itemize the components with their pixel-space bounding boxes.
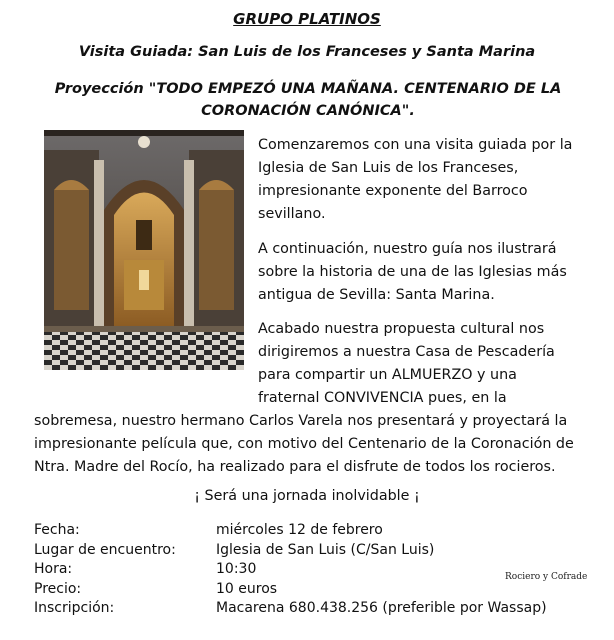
paragraph-line: dirigiremos a nuestra Casa de Pescadería (258, 344, 555, 360)
detail-value: Macarena 680.438.256 (preferible por Wassap) (216, 600, 547, 616)
paragraph-film (34, 410, 594, 479)
detail-label: Lugar de encuentro: (34, 541, 176, 558)
detail-label: Hora: (34, 561, 73, 577)
church-interior-illustration (44, 130, 244, 370)
detail-row-inscripcion (34, 600, 594, 620)
document-subtitle: Visita Guiada: San Luis de los Franceses y Santa Marina (78, 44, 536, 60)
detail-value: 10:30 (216, 561, 257, 577)
paragraph-line: fraternal CONVIVENCIA pues, en la (258, 390, 507, 406)
paragraph-santa-marina: A continuación, nuestro guía nos ilustrará sobre la historia de una de las Iglesias más antigua de Sevilla: Santa Marina. (258, 241, 567, 303)
paragraph-visit-san-luis: Comenzaremos con una visita guiada por la Iglesia de San Luis de los Franceses, impresionante exponente del Barroco sevillano. (258, 137, 573, 222)
paragraph-line: Acabado nuestra propuesta cultural nos (258, 321, 545, 337)
detail-value: miércoles 12 de febrero (216, 522, 383, 538)
event-details (34, 522, 594, 620)
church-interior-photo (44, 130, 244, 370)
watermark-credit: Rociero y Cofrade (505, 572, 588, 582)
paragraph-line: Ntra. Madre del Rocío, ha realizado para el disfrute de todos los rocieros. (34, 459, 556, 475)
paragraph-line: impresionante película que, con motivo del Centenario de la Coronación de (34, 436, 574, 452)
document-title: GRUPO PLATINOS (233, 10, 381, 28)
detail-row-fecha (34, 522, 594, 542)
paragraph-line: sobremesa, nuestro hermano Carlos Varela nos presentará y proyectará la (34, 413, 568, 429)
detail-label: Fecha: (34, 522, 80, 538)
detail-value: Iglesia de San Luis (C/San Luis) (216, 541, 435, 558)
detail-label: Inscripción: (34, 600, 115, 616)
detail-row-precio (34, 581, 594, 601)
closing-exclamation: ¡ Será una jornada inolvidable ¡ (194, 488, 420, 504)
paragraph-lunch (258, 318, 588, 410)
projection-heading: Proyección "TODO EMPEZÓ UNA MAÑANA. CENTENARIO DE LA CORONACIÓN CANÓNICA". (54, 81, 562, 119)
detail-row-lugar (34, 542, 594, 562)
detail-label: Precio: (34, 580, 82, 597)
paragraph-line: para compartir un ALMUERZO y una (258, 367, 517, 383)
detail-value: 10 euros (216, 580, 278, 597)
